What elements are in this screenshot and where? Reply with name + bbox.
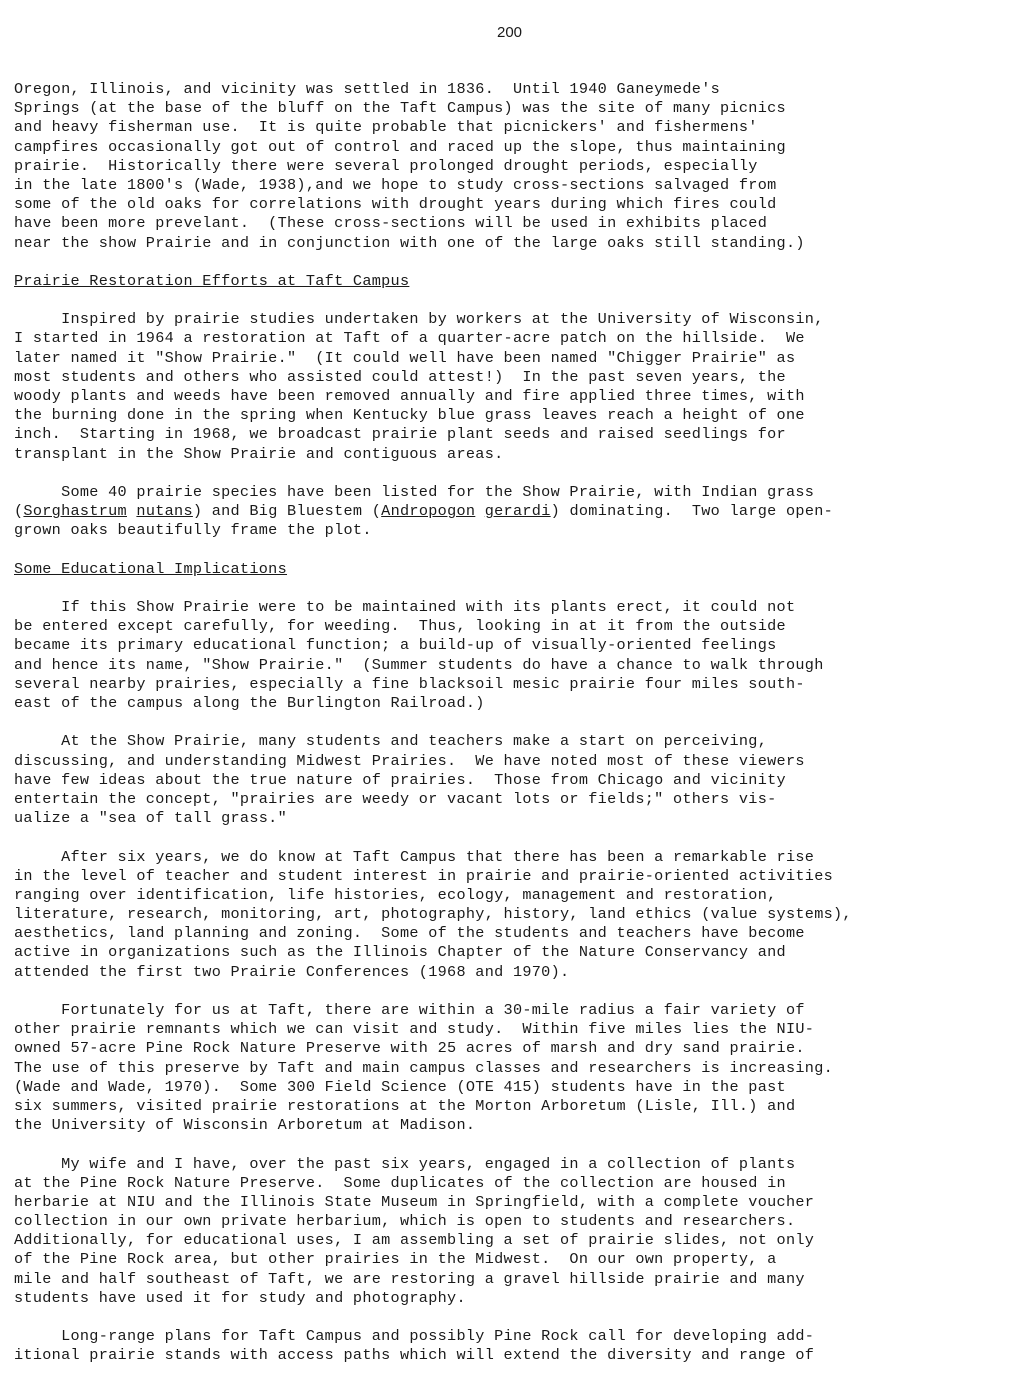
text-line: in the level of teacher and student interest in prairie and prairie-oriented activities <box>14 866 834 885</box>
text-line: itional prairie stands with access paths which will extend the diversity and range of <box>14 1346 815 1365</box>
text-line: Additionally, for educational uses, I am assembling a set of prairie slides, not only <box>14 1231 815 1250</box>
page-number: 200 <box>496 24 523 41</box>
section-heading-restoration: Prairie Restoration Efforts at Taft Campus <box>14 271 410 290</box>
text-line: most students and others who assisted could attest!) In the past seven years, the <box>14 367 786 386</box>
paragraph-collection <box>14 1155 1014 1309</box>
text-line: I started in 1964 a restoration at Taft of a quarter-acre patch on the hillside. We <box>14 329 805 348</box>
text-line: campfires occasionally got out of control and raced up the slope, thus maintaining <box>14 137 786 156</box>
text-line: owned 57-acre Pine Rock Nature Preserve with 25 acres of marsh and dry sand prairie. <box>14 1039 805 1058</box>
text-line: discussing, and understanding Midwest Prairies. We have noted most of these viewers <box>14 751 805 770</box>
text-line: be entered except carefully, for weeding. Thus, looking in at it from the outside <box>14 617 786 636</box>
text-line: six summers, visited prairie restorations at the Morton Arboretum (Lisle, Ill.) and <box>14 1096 796 1115</box>
section-heading-education: Some Educational Implications <box>14 559 288 578</box>
document-body <box>14 80 1014 1366</box>
paragraph-settlement-history <box>14 80 1014 253</box>
species-name: Andropogon <box>381 502 476 521</box>
text-line: My wife and I have, over the past six years, engaged in a collection of plants <box>14 1154 796 1173</box>
species-name: Sorghastrum <box>23 502 127 521</box>
text-line: prairie. Historically there were several prolonged drought periods, especially <box>14 156 758 175</box>
text-line: Long-range plans for Taft Campus and possibly Pine Rock call for developing add- <box>14 1327 815 1346</box>
text-line: of the Pine Rock area, but other prairies in the Midwest. On our own property, a <box>14 1250 777 1269</box>
paragraph-interest <box>14 848 1014 982</box>
paragraph-species <box>14 483 1014 541</box>
text-line: entertain the concept, "prairies are weedy or vacant lots or fields;" others vis- <box>14 789 777 808</box>
text-line: (Sorghastrum nutans) and Big Bluestem (Andropogon gerardi) dominating. Two large open- <box>14 502 834 521</box>
text-line: other prairie remnants which we can visit and study. Within five miles lies the NIU- <box>14 1020 815 1039</box>
text-line: have been more prevelant. (These cross-sections will be used in exhibits placed <box>14 214 768 233</box>
paragraph-restoration <box>14 310 1014 464</box>
text-line: active in organizations such as the Illinois Chapter of the Nature Conservancy and <box>14 943 786 962</box>
text-line: The use of this preserve by Taft and main campus classes and researchers is increasing. <box>14 1058 834 1077</box>
text-line: attended the first two Prairie Conferences (1968 and 1970). <box>14 962 570 981</box>
text-line: became its primary educational function; a build-up of visually-oriented feelings <box>14 636 777 655</box>
text-line: inch. Starting in 1968, we broadcast prairie plant seeds and raised seedlings for <box>14 425 786 444</box>
text-line: several nearby prairies, especially a fine blacksoil mesic prairie four miles south- <box>14 674 805 693</box>
text-line: ranging over identification, life histories, ecology, management and restoration, <box>14 885 777 904</box>
text-line: Inspired by prairie studies undertaken by workers at the University of Wisconsin, <box>14 310 824 329</box>
paragraph-remnants <box>14 1001 1014 1135</box>
text-line: near the show Prairie and in conjunction with one of the large oaks still standing.) <box>14 233 805 252</box>
text-line: herbarie at NIU and the Illinois State Museum in Springfield, with a complete voucher <box>14 1192 815 1211</box>
text-line: east of the campus along the Burlington Railroad.) <box>14 694 485 712</box>
species-name: nutans <box>136 502 193 521</box>
text-line: collection in our own private herbarium, which is open to students and researchers. <box>14 1212 796 1231</box>
text-line: aesthetics, land planning and zoning. Some of the students and teachers have become <box>14 924 805 943</box>
text-line: (Wade and Wade, 1970). Some 300 Field Science (OTE 415) students have in the past <box>14 1077 786 1096</box>
text-line: If this Show Prairie were to be maintained with its plants erect, it could not <box>14 598 796 617</box>
text-line: Fortunately for us at Taft, there are within a 30-mile radius a fair variety of <box>14 1001 805 1019</box>
text-line: and hence its name, "Show Prairie." (Summer students do have a chance to walk through <box>14 655 824 674</box>
text-line: mile and half southeast of Taft, we are restoring a gravel hillside prairie and many <box>14 1269 805 1288</box>
text-line: After six years, we do know at Taft Campus that there has been a remarkable rise <box>14 847 815 866</box>
text-line: at the Pine Rock Nature Preserve. Some duplicates of the collection are housed in <box>14 1173 786 1192</box>
text-line: in the late 1800's (Wade, 1938),and we hope to study cross-sections salvaged from <box>14 175 777 194</box>
text-line: and heavy fisherman use. It is quite probable that picnickers' and fishermens' <box>14 118 758 137</box>
text-line: the burning done in the spring when Kentucky blue grass leaves reach a height of one <box>14 406 805 425</box>
text-line: ualize a "sea of tall grass." <box>14 809 288 828</box>
text-line: At the Show Prairie, many students and teachers make a start on perceiving, <box>14 732 768 751</box>
paragraph-long-range-plans <box>14 1327 1014 1365</box>
species-name: gerardi <box>484 502 551 521</box>
text-line: transplant in the Show Prairie and contiguous areas. <box>14 444 504 463</box>
text-line: grown oaks beautifully frame the plot. <box>14 521 372 540</box>
text-line: students have used it for study and photography. <box>14 1288 466 1307</box>
text-line: Some 40 prairie species have been listed for the Show Prairie, with Indian grass <box>14 482 815 501</box>
text-line: Springs (at the base of the bluff on the Taft Campus) was the site of many picnics <box>14 99 786 118</box>
text-line: some of the old oaks for correlations with drought years during which fires could <box>14 195 777 214</box>
paragraph-viewers <box>14 732 1014 828</box>
text-line: woody plants and weeds have been removed annually and fire applied three times, with <box>14 387 805 405</box>
text-line: Oregon, Illinois, and vicinity was settled in 1836. Until 1940 Ganeymede's <box>14 80 721 98</box>
paragraph-show-prairie <box>14 598 1014 713</box>
text-line: the University of Wisconsin Arboretum at Madison. <box>14 1116 476 1135</box>
text-line: have few ideas about the true nature of prairies. Those from Chicago and vicinity <box>14 770 786 789</box>
text-line: literature, research, monitoring, art, photography, history, land ethics (value systems), <box>14 905 852 924</box>
text-line: later named it "Show Prairie." (It could well have been named "Chigger Prairie" as <box>14 348 796 367</box>
